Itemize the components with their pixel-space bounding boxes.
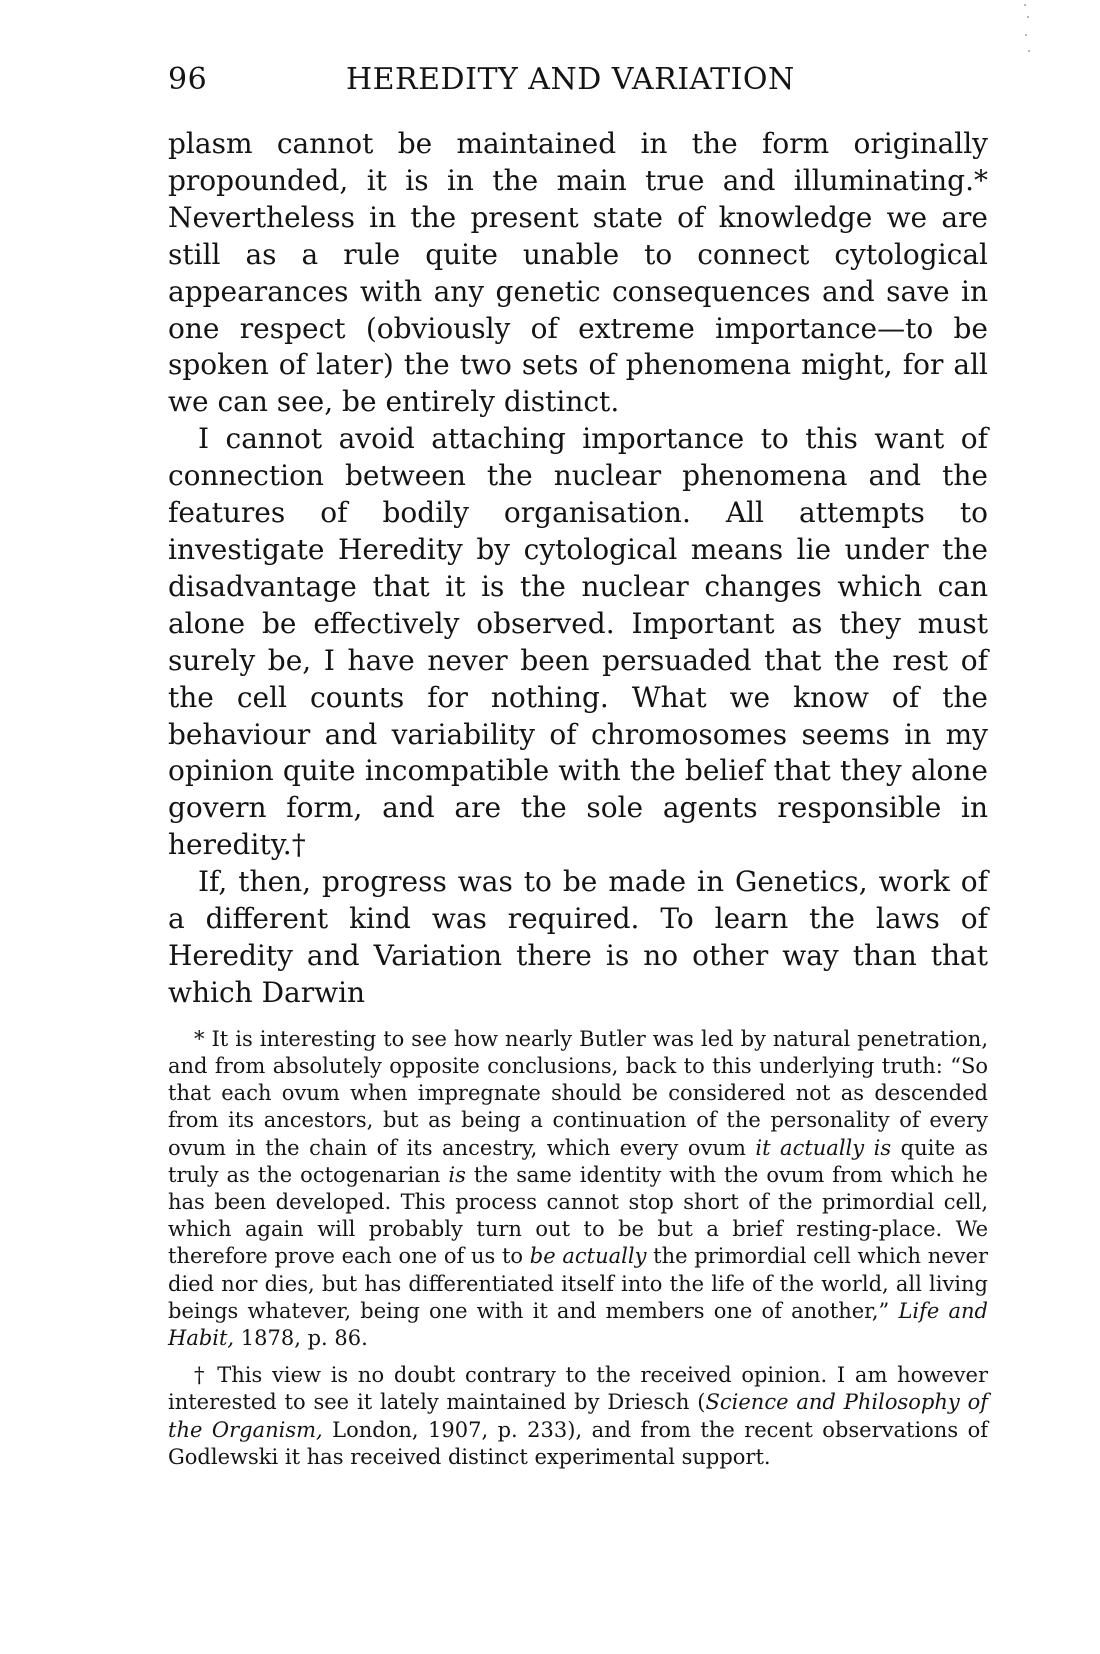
scan-speck	[1027, 16, 1029, 18]
book-page	[168, 62, 988, 1471]
footnote-1-text-b: quite as truly as the octogenarian	[168, 1135, 988, 1187]
page-number: 96	[168, 62, 208, 97]
footnote-1-italic-c: be actually	[529, 1244, 647, 1269]
footnote-1-italic-a: it actually is	[755, 1135, 892, 1160]
scan-specks	[1022, 4, 1032, 64]
footnote-1-italic-b: is	[448, 1162, 466, 1187]
scan-speck	[1024, 4, 1026, 6]
footnote-1-text-c: the same identity with the ovum from which he has been developed. This process cannot stop short of the primordial cell, which again will probably turn out to be but a brief resting-place. We therefore prove each one of us to	[168, 1162, 988, 1269]
footnote-asterisk	[168, 1026, 988, 1352]
footnote-1-text-d: the primordial cell which never died nor dies, but has differentiated itself into the life of the world, all living beings whatever, being one with it and members one of another,”	[168, 1244, 988, 1323]
footnote-2-text-a: † This view is no doubt contrary to the received opinion. I am however interested to see it lately maintained by Driesch (	[168, 1363, 988, 1415]
footnote-1-text-a: * It is interesting to see how nearly Butler was led by natural penetration, and from absolutely opposite conclusions, back to this underlying truth: “So that each ovum when impregnate should be considered not as descended from its ancestors, but as being a continuation of the personality of every ovum in the chain of its ancestry, which every ovum	[168, 1026, 988, 1160]
scan-speck	[1028, 50, 1030, 52]
footnotes	[168, 1026, 988, 1471]
scan-speck	[1025, 34, 1027, 36]
body-text	[168, 126, 988, 1012]
footnote-1-text-e: 1878, p. 86.	[234, 1325, 368, 1350]
footnote-1-citation-title: Life and Habit,	[168, 1298, 988, 1350]
footnote-2-text-b: London, 1907, p. 233), and from the recent observations of Godlewski it has received distinct experimental support.	[168, 1417, 988, 1469]
paragraph-2: I cannot avoid attaching importance to this want of connection between the nuclear phenomena and the features of bodily organisation. All attempts to investigate Heredity by cytological means lie under the disadvantage that it is the nuclear changes which can alone be effectively observed. Important as they must surely be, I have never been persuaded that the rest of the cell counts for nothing. What we know of the behaviour and variability of chromosomes seems in my opinion quite incompatible with the belief that they alone govern form, and are the sole agents responsible in heredity.†	[168, 422, 988, 862]
running-title: HEREDITY AND VARIATION	[346, 62, 795, 97]
footnote-dagger	[168, 1362, 988, 1471]
paragraph-1: plasm cannot be maintained in the form originally propounded, it is in the main true and illuminating.* Nevertheless in the present state of knowledge we are still as a rule quite unable to connect cytological appearances with any genetic consequences and save in one respect (obviously of extreme importance—to be spoken of later) the two sets of phenomena might, for all we can see, be entirely distinct.	[168, 127, 988, 419]
paragraph-3: If, then, progress was to be made in Genetics, work of a different kind was required. To learn the laws of Heredity and Variation there is no other way than that which Darwin	[168, 865, 988, 1009]
running-head	[168, 62, 988, 110]
footnote-2-citation-title: Science and Philosophy of the Organism,	[168, 1390, 988, 1442]
